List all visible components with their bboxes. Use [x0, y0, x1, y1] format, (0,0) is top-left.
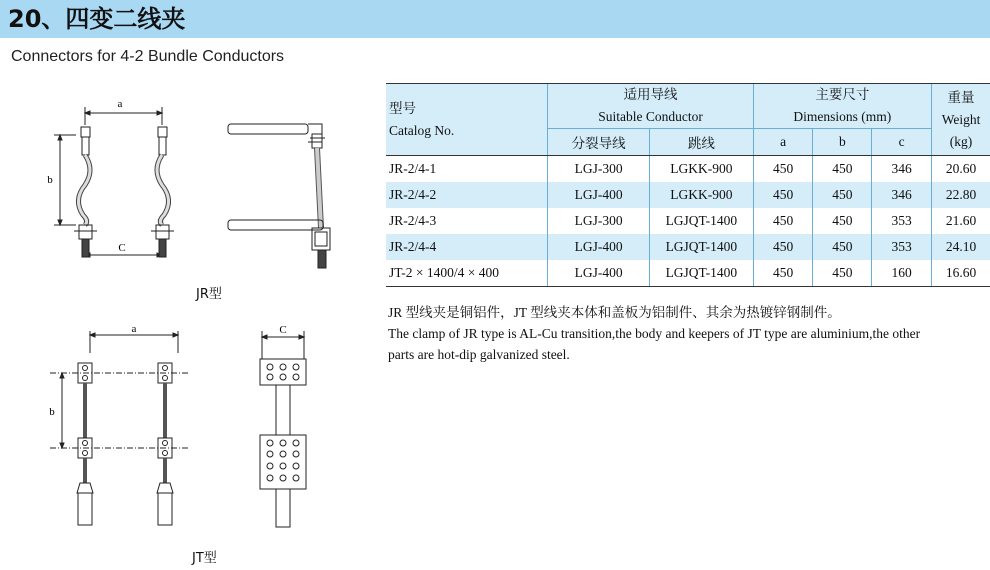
header-conductor-en: Suitable Conductor: [598, 109, 703, 124]
header-weight-cn: 重量: [947, 89, 975, 105]
header-jumper: 跳线: [649, 129, 753, 156]
table-header-row-1: [386, 84, 990, 129]
table-row: [386, 208, 990, 234]
cell-weight: 20.60: [932, 156, 990, 183]
cell-c: 353: [872, 208, 932, 234]
cell-c: 346: [872, 182, 932, 208]
cell-split: LGJ-400: [548, 260, 650, 287]
header-catalog-en: Catalog No.: [389, 122, 455, 138]
header-dimensions: [753, 84, 931, 129]
cell-b: 450: [813, 260, 872, 287]
jt-side-view-drawing: [250, 323, 320, 538]
header-dimensions-en: Dimensions (mm): [793, 109, 892, 124]
cell-split: LGJ-300: [548, 156, 650, 183]
cell-b: 450: [813, 156, 872, 183]
cell-b: 450: [813, 208, 872, 234]
cell-weight: 22.80: [932, 182, 990, 208]
cell-c: 346: [872, 156, 932, 183]
cell-jumper: LGKK-900: [649, 156, 753, 183]
cell-weight: 16.60: [932, 260, 990, 287]
header-weight: [932, 84, 990, 156]
cell-a: 450: [753, 234, 813, 260]
jr-dim-a-label: a: [117, 98, 123, 110]
cell-jumper: LGJQT-1400: [649, 234, 753, 260]
table-row: [386, 156, 990, 183]
page-subtitle: Connectors for 4-2 Bundle Conductors: [11, 48, 285, 65]
cell-a: 450: [753, 156, 813, 183]
jr-dim-c-label: C: [118, 242, 126, 254]
table-row: [386, 260, 990, 287]
jr-side-view-drawing: [222, 108, 352, 278]
jt-front-view-drawing: [40, 323, 200, 538]
header-conductor-cn: 适用导线: [623, 87, 678, 102]
cell-weight: 21.60: [932, 208, 990, 234]
cell-c: 353: [872, 234, 932, 260]
jr-front-view-drawing: [40, 95, 190, 275]
header-dimensions-cn: 主要尺寸: [815, 87, 870, 102]
table-row: [386, 234, 990, 260]
cell-catalog: JT-2 × 1400/4 × 400: [386, 260, 548, 287]
spec-table: [386, 83, 990, 287]
note-cn: JR 型线夹是铜铝件，JT 型线夹本体和盖板为铝制件、其余为热镀锌钢制件。: [388, 305, 841, 320]
table-row: [386, 182, 990, 208]
cell-c: 160: [872, 260, 932, 287]
header-split-conductor: 分裂导线: [548, 129, 650, 156]
header-conductor: [548, 84, 753, 129]
jt-dim-b-label: b: [49, 406, 55, 418]
cell-catalog: JR-2/4-3: [389, 213, 437, 228]
cell-jumper: LGJQT-1400: [649, 260, 753, 287]
cell-a: 450: [753, 260, 813, 287]
cell-catalog: JR-2/4-4: [389, 239, 437, 254]
cell-split: LGJ-300: [548, 208, 650, 234]
page-title: 20、四变二线夹: [8, 5, 186, 33]
cell-catalog: JR-2/4-2: [389, 187, 437, 202]
jt-dim-a-label: a: [131, 323, 137, 335]
cell-a: 450: [753, 208, 813, 234]
jt-dim-c-label: C: [279, 324, 287, 336]
jr-dim-b-label: b: [47, 174, 53, 186]
header-catalog: [386, 84, 548, 156]
cell-weight: 24.10: [932, 234, 990, 260]
notes: [388, 302, 988, 365]
header-catalog-cn: 型号: [389, 100, 416, 116]
cell-jumper: LGJQT-1400: [649, 208, 753, 234]
cell-split: LGJ-400: [548, 234, 650, 260]
cell-b: 450: [813, 182, 872, 208]
cell-a: 450: [753, 182, 813, 208]
jt-caption: JT型: [192, 551, 217, 566]
header-dim-a: a: [753, 129, 813, 156]
header-dim-c: c: [872, 129, 932, 156]
cell-b: 450: [813, 234, 872, 260]
header-dim-b: b: [813, 129, 872, 156]
header-weight-en: Weight: [941, 111, 981, 127]
cell-split: LGJ-400: [548, 182, 650, 208]
note-en-line-1: The clamp of JR type is AL-Cu transition,the body and keepers of JT type are aluminium,the other: [388, 326, 921, 341]
header-weight-unit: (kg): [949, 133, 973, 149]
cell-jumper: LGKK-900: [649, 182, 753, 208]
cell-catalog: JR-2/4-1: [389, 161, 437, 176]
jr-caption: JR型: [196, 287, 222, 302]
note-en-line-2: parts are hot-dip galvanized steel.: [388, 347, 570, 362]
